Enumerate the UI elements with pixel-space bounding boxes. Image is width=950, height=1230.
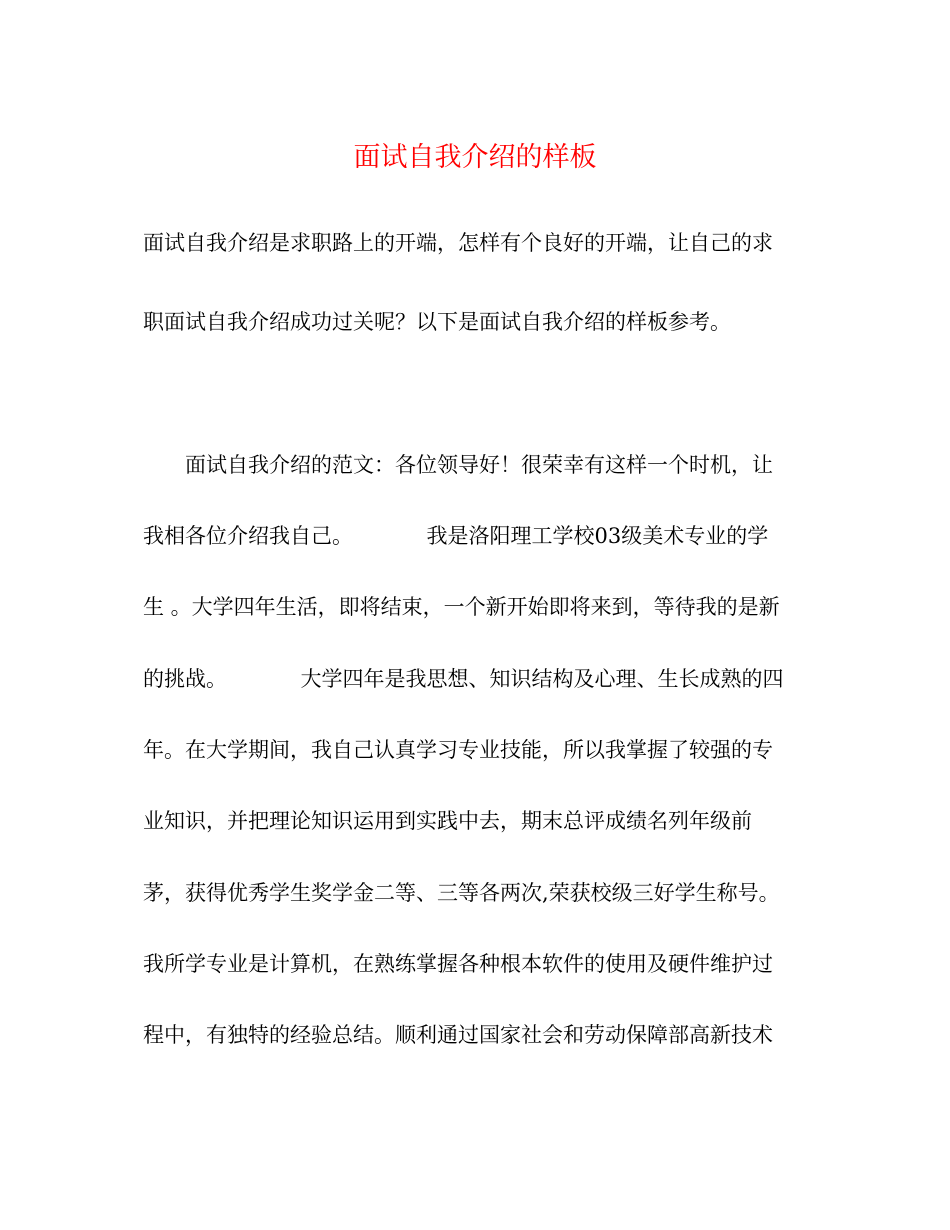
- paragraph-line: 业知识，并把理论知识运用到实践中去，期末总评成绩名列年级前: [143, 809, 752, 833]
- paragraph-line: 程中，有独特的经验总结。顺利通过国家社会和劳动保障部高新技术: [143, 1023, 773, 1047]
- document-title: 面试自我介绍的样板: [353, 142, 597, 173]
- paragraph-line: 的挑战。 大学四年是我思想、知识结构及心理、生长成熟的四: [143, 667, 784, 691]
- paragraph-line: 面试自我介绍是求职路上的开端，怎样有个良好的开端，让自己的求: [143, 231, 773, 255]
- paragraph-line: 我相各位介绍我自己。 我是洛阳理工学校03级美术专业的学: [143, 524, 769, 548]
- paragraph-line: 茅，获得优秀学生奖学金二等、三等各两次,荣获校级三好学生称号。: [143, 881, 780, 905]
- paragraph-line: 年。在大学期间，我自己认真学习专业技能，所以我掌握了较强的专: [143, 738, 773, 762]
- paragraph-line: 职面试自我介绍成功过关呢？以下是面试自我介绍的样板参考。: [143, 310, 731, 334]
- paragraph-line: 我所学专业是计算机，在熟练掌握各种根本软件的使用及硬件维护过: [143, 952, 773, 976]
- paragraph-line: 生 。大学四年生活，即将结束，一个新开始即将来到，等待我的是新: [143, 595, 780, 619]
- paragraph-line: 面试自我介绍的范文：各位领导好！很荣幸有这样一个时机，让: [143, 453, 773, 477]
